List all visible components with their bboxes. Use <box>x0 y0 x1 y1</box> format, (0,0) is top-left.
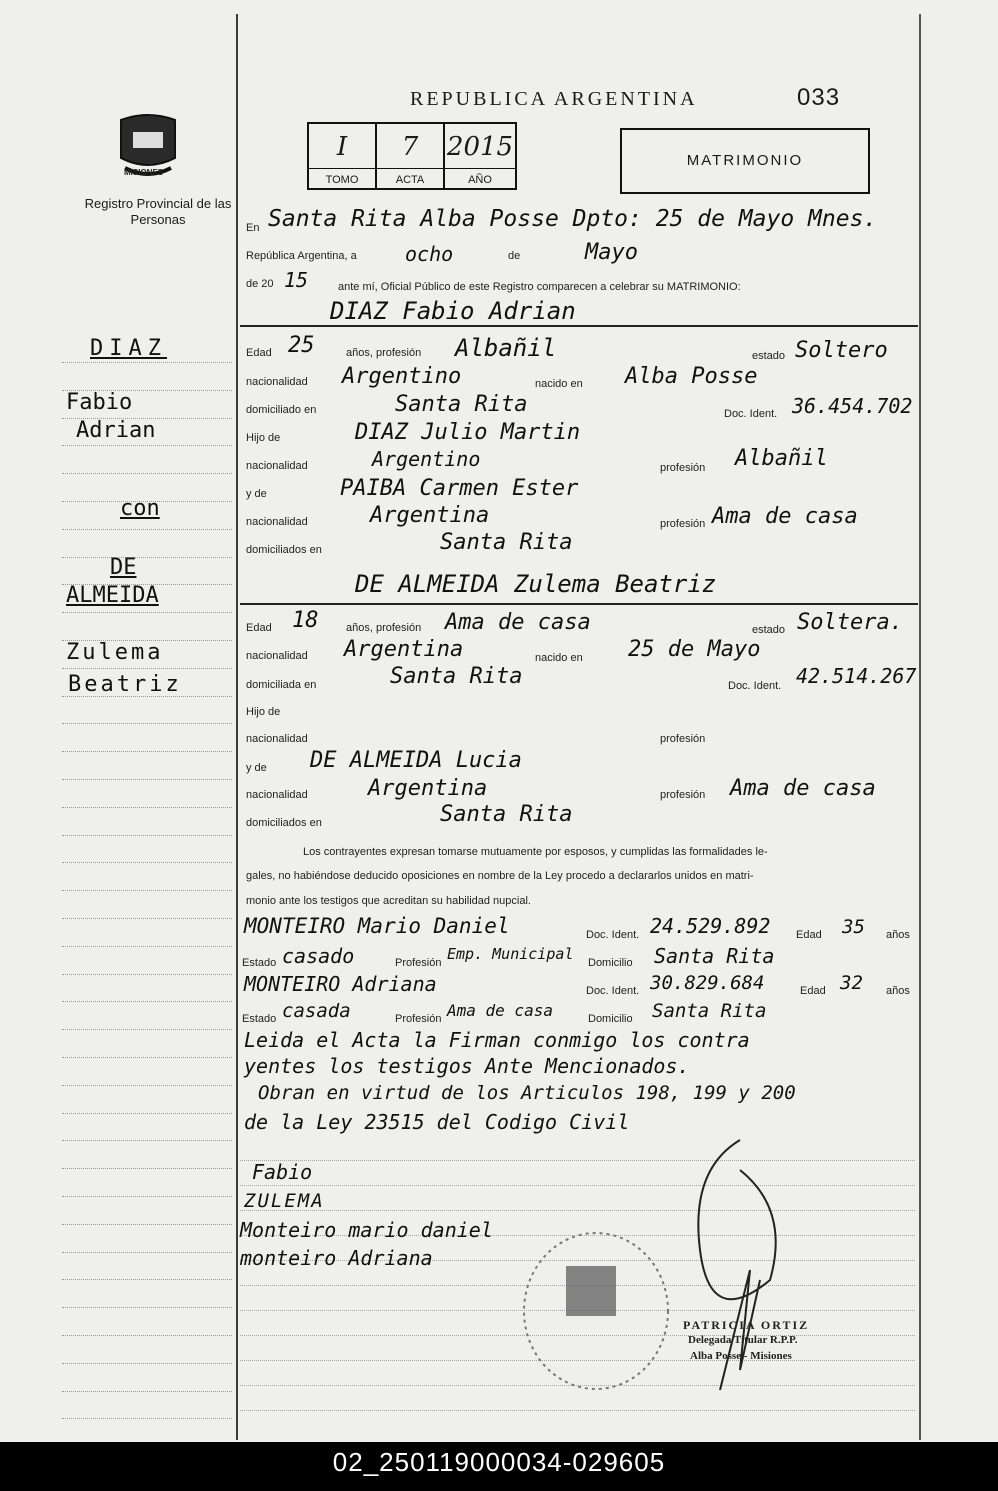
bride-padres-dom: Santa Rita <box>440 802 573 827</box>
margin-given-1a: Fabio <box>66 390 133 415</box>
margin-rule <box>62 807 232 808</box>
margin-rule <box>62 1335 232 1336</box>
margin-rule <box>62 1113 232 1114</box>
body-rule <box>240 1185 915 1186</box>
witness2-domicilio-label: Domicilio <box>588 1013 633 1025</box>
tomo-acta-anio-box <box>307 122 517 190</box>
groom-dom: Santa Rita <box>395 392 528 417</box>
bride-dom: Santa Rita <box>390 664 523 689</box>
margin-rule <box>62 473 232 474</box>
margin-rule <box>62 946 232 947</box>
witness2-profesion: Ama de casa <box>447 1001 553 1020</box>
bride-nac: Argentina <box>344 637 464 662</box>
witness1-edad-label: Edad <box>796 929 822 941</box>
groom-nac: Argentino <box>342 364 462 389</box>
seal-text: MISIONES <box>124 168 164 177</box>
margin-rule <box>62 362 232 363</box>
groom-padres-dom: Santa Rita <box>440 530 573 555</box>
margin-rule <box>62 974 232 975</box>
groom-madre: PAIBA Carmen Ester <box>340 476 579 501</box>
republica-label: República Argentina, a <box>246 250 357 262</box>
groom-padre-prof-label: profesión <box>660 462 706 474</box>
official-stamp-name: PATRICIA ORTIZ <box>683 1318 810 1332</box>
bride-nacido-label: nacido en <box>535 652 583 664</box>
margin-rule <box>62 1029 232 1030</box>
margin-surname-2a: DE <box>110 555 137 580</box>
bride-madre-prof: Ama de casa <box>730 776 876 801</box>
witness2-doc-label: Doc. Ident. <box>586 985 640 997</box>
witness2-profesion-label: Profesión <box>395 1013 442 1025</box>
groom-edad: 25 <box>288 333 315 358</box>
groom-edad-label: Edad <box>246 347 272 359</box>
right-border <box>919 14 921 1440</box>
groom-dom-label: domiciliado en <box>246 404 317 416</box>
margin-rule <box>62 835 232 836</box>
de-label: de <box>508 250 521 262</box>
groom-nacido-label: nacido en <box>535 378 583 390</box>
body-rule <box>240 1410 915 1411</box>
bride-hijo-label: Hijo de <box>246 706 281 718</box>
margin-given-1b: Adrian <box>76 418 156 443</box>
document-header-title: REPUBLICA ARGENTINA <box>410 88 698 110</box>
bride-madre-nac: Argentina <box>368 776 488 801</box>
acta-cell <box>377 124 445 188</box>
year-suffix: 15 <box>284 268 309 292</box>
bride-dom-label: domiciliada en <box>246 679 317 691</box>
margin-rule <box>62 1363 232 1364</box>
witness1-doc-label: Doc. Ident. <box>586 929 640 941</box>
signature-witness2: monteiro Adriana <box>240 1246 433 1270</box>
margin-rule <box>62 862 232 863</box>
bride-estado-label: estado <box>752 624 786 636</box>
margin-rule <box>62 1196 232 1197</box>
margin-rule <box>62 1307 232 1308</box>
witness1-edad: 35 <box>842 916 865 938</box>
en-label: En <box>246 222 260 234</box>
margin-rule <box>62 1168 232 1169</box>
groom-madre-prof-label: profesión <box>660 518 706 530</box>
tomo-label: TOMO <box>325 174 359 186</box>
margin-rule <box>62 1279 232 1280</box>
witness2-edad: 32 <box>840 972 863 994</box>
margin-con: con <box>120 496 160 521</box>
signature-bride: ZULEMA <box>244 1190 325 1212</box>
acta-label: ACTA <box>395 174 425 186</box>
notes-line-1: Leida el Acta la Firman conmigo los contra <box>244 1028 750 1052</box>
bride-madre: DE ALMEIDA Lucia <box>310 748 522 773</box>
bride-doc: 42.514.267 <box>796 664 917 688</box>
margin-rule <box>62 1001 232 1002</box>
margin-rule <box>62 1391 232 1392</box>
margin-given-2b: Beatriz <box>68 672 182 697</box>
witness2-edad-label: Edad <box>800 985 826 997</box>
margin-rule <box>62 445 232 446</box>
witness2-domicilio: Santa Rita <box>652 1000 767 1022</box>
groom-nac-label: nacionalidad <box>246 376 308 388</box>
anio-cell <box>445 124 515 188</box>
notes-line-4: de la Ley 23515 del Codigo Civil <box>244 1110 630 1134</box>
document-type-box: MATRIMONIO <box>620 128 870 194</box>
margin-rule <box>62 1057 232 1058</box>
groom-full-name: DIAZ Fabio Adrian <box>330 297 576 325</box>
day-value: ocho <box>405 242 454 266</box>
margin-rule <box>62 529 232 530</box>
bride-edad-label: Edad <box>246 622 272 634</box>
declaration-line-2: gales, no habiéndose deducido oposiciones en nombre de la Ley procedo a declararlos unidos en matri- <box>246 870 754 882</box>
margin-rule <box>62 1085 232 1086</box>
bride-madre-nac-label: nacionalidad <box>246 789 308 801</box>
official-stamp-role: Delegada Titular R.P.P. <box>688 1334 798 1346</box>
tomo-value: I <box>336 132 348 162</box>
margin-rule <box>62 1140 232 1141</box>
margin-rule <box>62 1224 232 1225</box>
margin-rule <box>62 557 232 558</box>
groom-estado: Soltero <box>795 338 888 363</box>
groom-profesion: Albañil <box>455 334 557 362</box>
bride-edad: 18 <box>292 608 319 633</box>
bride-padres-dom-label: domiciliados en <box>246 817 322 829</box>
margin-rule <box>62 668 232 669</box>
margin-rule <box>62 612 232 613</box>
groom-yde-label: y de <box>246 488 267 500</box>
margin-rule <box>62 723 232 724</box>
official-stamp-place: Alba Posse - Misiones <box>690 1350 792 1362</box>
witness2-name: MONTEIRO Adriana <box>244 972 437 996</box>
witness1-domicilio-label: Domicilio <box>588 957 633 969</box>
office-name: Registro Provincial de las Personas <box>84 196 232 227</box>
bride-nac-label: nacionalidad <box>246 650 308 662</box>
witness1-name: MONTEIRO Mario Daniel <box>244 914 510 938</box>
signature-witness1: Monteiro mario daniel <box>240 1218 493 1242</box>
margin-surname-1: DIAZ <box>90 336 167 361</box>
groom-padre-nac: Argentino <box>372 447 481 471</box>
margin-rule <box>62 1418 232 1419</box>
bride-padre-nac-label: nacionalidad <box>246 733 308 745</box>
anio-value: 2015 <box>446 132 514 162</box>
witness1-doc: 24.529.892 <box>650 914 771 938</box>
witness2-anos-label: años <box>886 985 910 997</box>
bride-full-name: DE ALMEIDA Zulema Beatriz <box>355 570 717 598</box>
acta-value: 7 <box>401 132 419 162</box>
groom-doc-label: Doc. Ident. <box>724 408 778 420</box>
signature-groom: Fabio <box>252 1160 313 1184</box>
bride-nacido: 25 de Mayo <box>628 637 761 662</box>
bride-estado: Soltera. <box>797 610 903 635</box>
section-divider-2 <box>240 603 918 605</box>
groom-profesion-label: años, profesión <box>346 347 422 359</box>
margin-rule <box>62 779 232 780</box>
notes-line-2: yentes los testigos Ante Mencionados. <box>244 1054 690 1078</box>
witness2-estado: casada <box>282 1000 351 1022</box>
witness1-estado: casado <box>282 944 355 968</box>
document-code-footer: 02_250119000034-029605 <box>0 1442 998 1491</box>
bride-padre-prof-label: profesión <box>660 733 706 745</box>
declaration-line-3: monio ante los testigos que acreditan su habilidad nupcial. <box>246 895 531 907</box>
witness1-profesion-label: Profesión <box>395 957 442 969</box>
notes-line-3: Obran en virtud de los Articulos 198, 199 y 200 <box>258 1082 796 1104</box>
margin-rule <box>62 918 232 919</box>
margin-surname-2b: ALMEIDA <box>66 583 159 608</box>
margin-rule <box>62 890 232 891</box>
groom-padres-dom-label: domiciliados en <box>246 544 322 556</box>
groom-madre-prof: Ama de casa <box>712 504 858 529</box>
body-rule <box>240 1160 915 1161</box>
witness2-estado-label: Estado <box>242 1013 277 1025</box>
month-value: Mayo <box>585 240 638 265</box>
groom-madre-nac-label: nacionalidad <box>246 516 308 528</box>
groom-doc: 36.454.702 <box>792 394 913 418</box>
section-divider <box>240 325 918 327</box>
bride-madre-prof-label: profesión <box>660 789 706 801</box>
groom-padre-prof: Albañil <box>735 446 828 471</box>
margin-given-2a: Zulema <box>66 640 164 665</box>
bride-profesion: Ama de casa <box>445 610 591 635</box>
groom-hijo-label: Hijo de <box>246 432 281 444</box>
groom-nacido: Alba Posse <box>625 364 758 389</box>
de20-label: de 20 <box>246 278 274 290</box>
witness1-profesion: Emp. Municipal <box>447 945 574 963</box>
groom-madre-nac: Argentina <box>370 503 490 528</box>
folio-number: 033 <box>797 84 841 111</box>
body-rule <box>240 1210 915 1211</box>
groom-padre: DIAZ Julio Martin <box>355 420 581 445</box>
witness1-estado-label: Estado <box>242 957 277 969</box>
groom-padre-nac-label: nacionalidad <box>246 460 308 472</box>
tomo-cell <box>309 124 377 188</box>
place-value: Santa Rita Alba Posse Dpto: 25 de Mayo Mnes. <box>268 206 878 232</box>
bride-profesion-label: años, profesión <box>346 622 422 634</box>
groom-estado-label: estado <box>752 350 786 362</box>
anio-label: AÑO <box>468 174 492 186</box>
round-stamp-icon <box>516 1226 676 1396</box>
bride-doc-label: Doc. Ident. <box>728 680 782 692</box>
witness1-domicilio: Santa Rita <box>654 944 775 968</box>
witness1-anos-label: años <box>886 929 910 941</box>
witness2-doc: 30.829.684 <box>650 972 765 994</box>
margin-rule <box>62 751 232 752</box>
bride-yde-label: y de <box>246 762 267 774</box>
ante-text: ante mí, Oficial Público de este Registro comparecen a celebrar su MATRIMONIO: <box>338 281 741 293</box>
margin-rule <box>62 1252 232 1253</box>
declaration-line-1: Los contrayentes expresan tomarse mutuamente por esposos, y cumplidas las formalidades le- <box>303 846 768 858</box>
